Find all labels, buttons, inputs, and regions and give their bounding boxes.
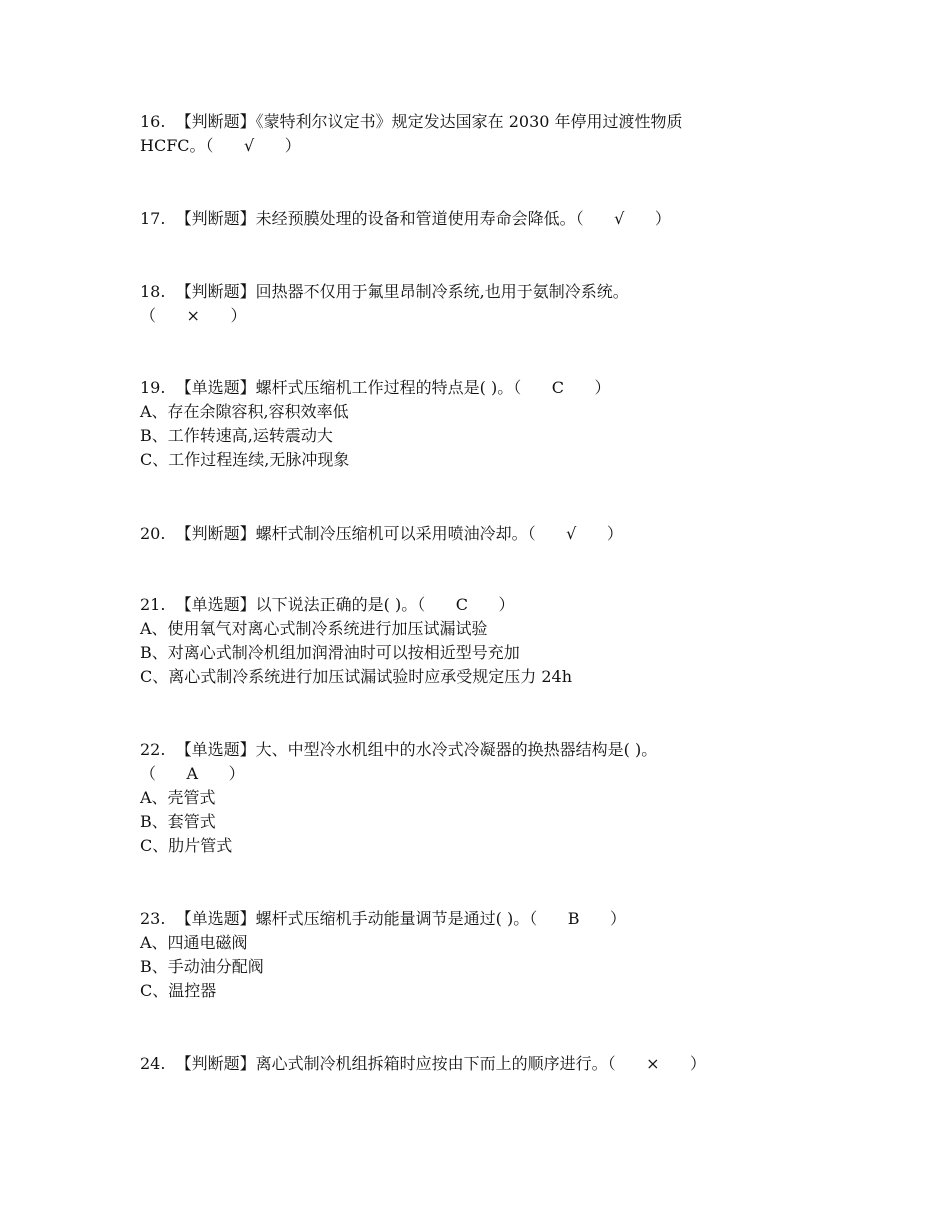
option-b: B、手动油分配阀 (140, 957, 264, 976)
option-b: B、工作转速高,运转震动大 (140, 426, 333, 445)
question-line: 23. 【单选题】螺杆式压缩机手动能量调节是通过( )。（ B ） (140, 909, 626, 928)
question-20 (140, 522, 820, 546)
question-line: 18. 【判断题】回热器不仅用于氟里昂制冷系统,也用于氨制冷系统。 (140, 282, 629, 301)
question-17 (140, 207, 820, 231)
question-line: 16. 【判断题】《蒙特利尔议定书》规定发达国家在 2030 年停用过渡性物质 (140, 112, 683, 131)
option-a: A、四通电磁阀 (140, 933, 248, 952)
option-a: A、壳管式 (140, 788, 216, 807)
question-21 (140, 593, 820, 689)
question-line: 17. 【判断题】未经预膜处理的设备和管道使用寿命会降低。（ √ ） (140, 209, 671, 228)
option-b: B、套管式 (140, 812, 216, 831)
question-16 (140, 110, 820, 158)
question-line: 24. 【判断题】离心式制冷机组拆箱时应按由下而上的顺序进行。（ × ） (140, 1054, 707, 1073)
question-line: 20. 【判断题】螺杆式制冷压缩机可以采用喷油冷却。（ √ ） (140, 524, 623, 543)
question-line: HCFC。（ √ ） (140, 136, 301, 155)
option-b: B、对离心式制冷机组加润滑油时可以按相近型号充加 (140, 643, 520, 662)
option-a: A、使用氧气对离心式制冷系统进行加压试漏试验 (140, 619, 488, 638)
option-a: A、存在余隙容积,容积效率低 (140, 402, 349, 421)
option-c: C、离心式制冷系统进行加压试漏试验时应承受规定压力 24h (140, 667, 572, 686)
question-line: 19. 【单选题】螺杆式压缩机工作过程的特点是( )。（ C ） (140, 378, 611, 397)
question-23 (140, 907, 820, 1003)
question-18 (140, 280, 820, 328)
question-line: （ A ） (140, 764, 245, 783)
question-19 (140, 376, 820, 472)
option-c: C、工作过程连续,无脉冲现象 (140, 450, 350, 469)
option-c: C、温控器 (140, 981, 217, 1000)
question-line: 21. 【单选题】以下说法正确的是( )。（ C ） (140, 595, 515, 614)
question-line: 22. 【单选题】大、中型冷水机组中的水冷式冷凝器的换热器结构是( )。 (140, 740, 658, 759)
question-22 (140, 738, 820, 858)
question-24 (140, 1052, 820, 1076)
question-line: （ × ） (140, 306, 247, 325)
option-c: C、肋片管式 (140, 836, 233, 855)
